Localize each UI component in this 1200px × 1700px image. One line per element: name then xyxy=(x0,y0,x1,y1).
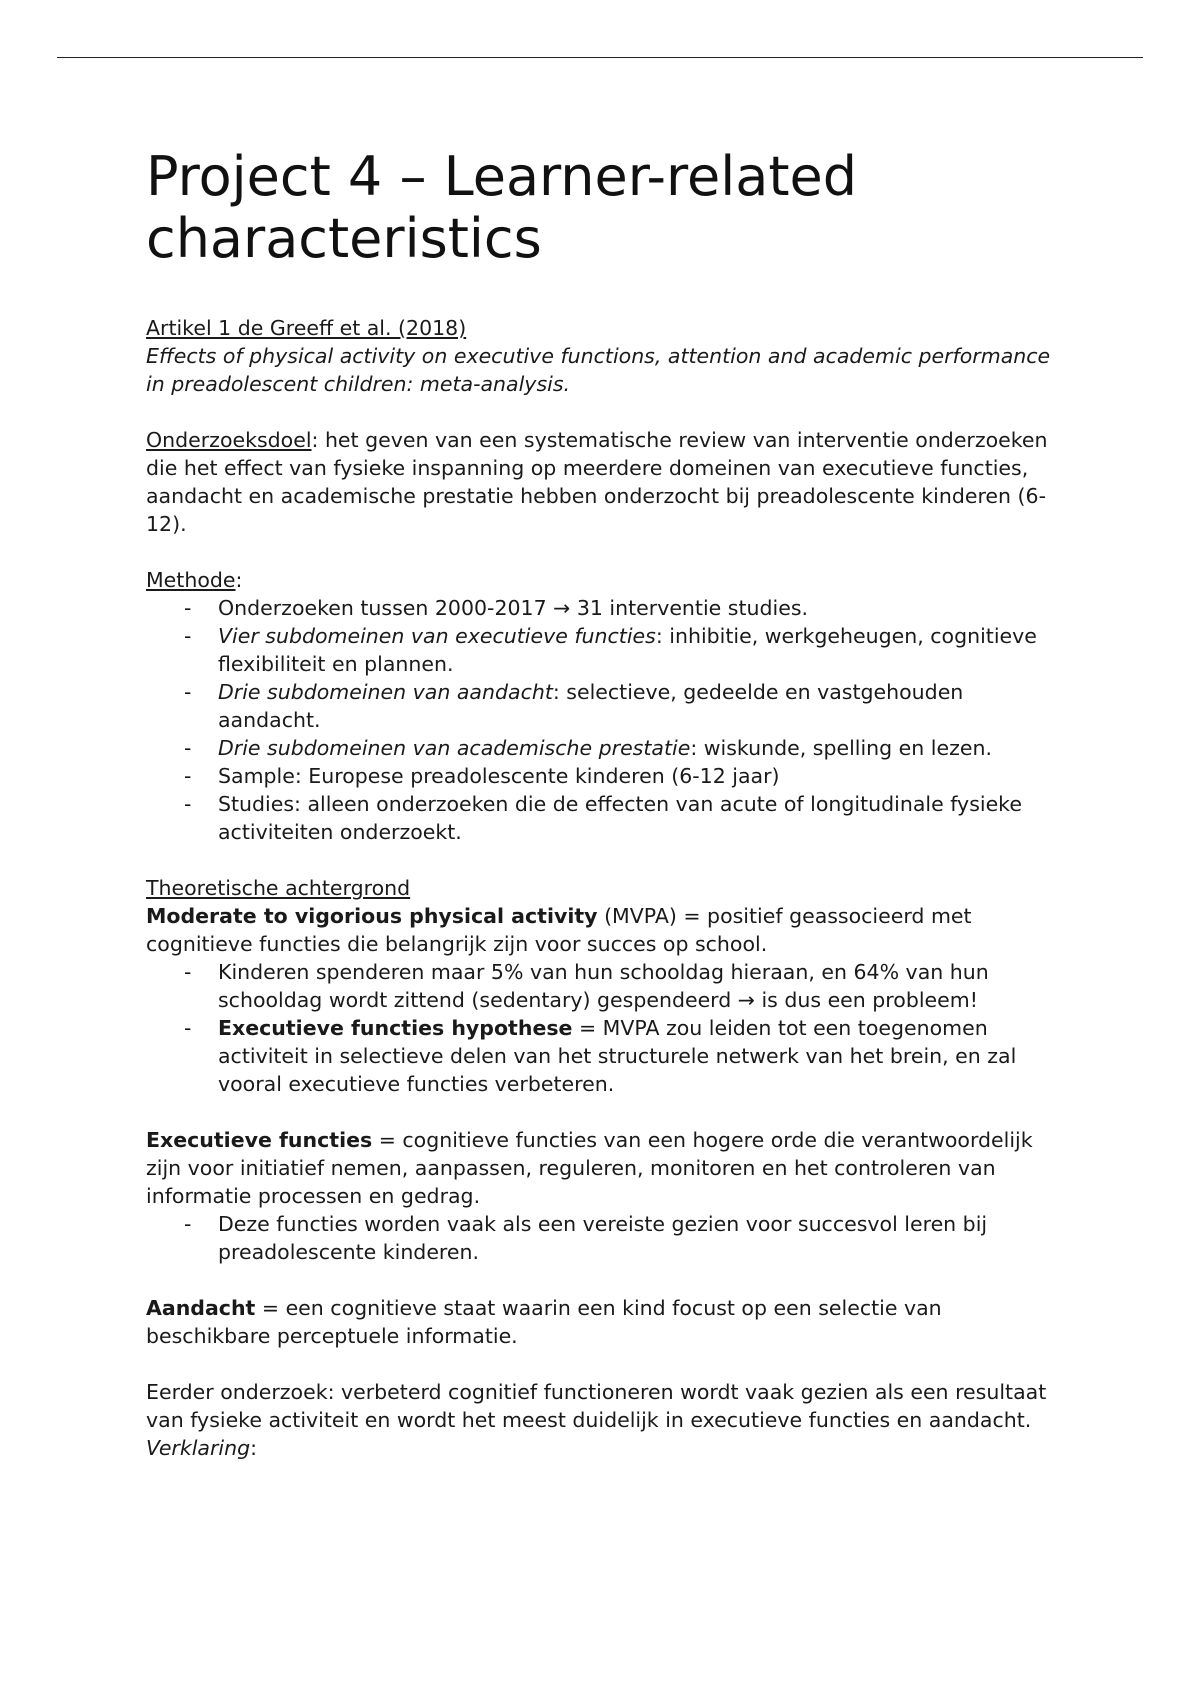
theory-label: Theoretische achtergrond xyxy=(146,876,411,900)
attention-paragraph: Aandacht = een cognitieve staat waarin een kind focust op een selectie van beschikbare perceptuele informatie. xyxy=(146,1296,942,1348)
ef-list xyxy=(146,1210,1066,1266)
aim-label: Onderzoeksdoel xyxy=(146,428,312,452)
document-page xyxy=(146,146,1066,1462)
list-item: - Kinderen spenderen maar 5% van hun schooldag hieraan, en 64% van hun schooldag wordt zittend (sedentary) gespendeerd → is dus een probleem! xyxy=(184,960,989,1012)
theory-heading xyxy=(146,874,1066,902)
list-item: - Drie subdomeinen van academische prestatie: wiskunde, spelling en lezen. xyxy=(184,736,992,760)
method-list xyxy=(146,594,1066,846)
theory-list xyxy=(146,958,1066,1098)
earlier-research-paragraph: Eerder onderzoek: verbeterd cognitief functioneren wordt vaak gezien als een resultaat van fysieke activiteit en wordt het meest duidelijk in executieve functies en aandacht. Verklaring: xyxy=(146,1380,1047,1460)
list-item: - Deze functies worden vaak als een vereiste gezien voor succesvol leren bij preadolescente kinderen. xyxy=(184,1212,988,1264)
list-item: - Onderzoeken tussen 2000-2017 → 31 interventie studies. xyxy=(184,596,809,620)
aim-paragraph xyxy=(146,426,1066,538)
mvpa-paragraph: Moderate to vigorious physical activity (MVPA) = positief geassocieerd met cognitieve functies die belangrijk zijn voor succes op school. xyxy=(146,904,972,956)
list-item: - Vier subdomeinen van executieve functies: inhibitie, werkgeheugen, cognitieve flexibiliteit en plannen. xyxy=(184,624,1037,676)
page-title: Project 4 – Learner-related characteristics xyxy=(146,145,857,270)
article-subtitle: Effects of physical activity on executive functions, attention and academic performance in preadolescent children: meta-analysis. xyxy=(146,344,1051,396)
list-item: - Sample: Europese preadolescente kinderen (6-12 jaar) xyxy=(184,764,780,788)
method-label: Methode xyxy=(146,568,236,592)
header-rule xyxy=(57,57,1143,58)
ef-paragraph: Executieve functies = cognitieve functies van een hogere orde die verantwoordelijk zijn voor initiatief nemen, aanpassen, reguleren, monitoren en het controleren van informatie processen en gedrag. xyxy=(146,1128,1033,1208)
aim-text: : het geven van een systematische review van interventie onderzoeken die het effect van fysieke inspanning op meerdere domeinen van executieve functies, aandacht en academische prestatie hebben onderzocht bij preadolescente kinderen (6-12). xyxy=(146,428,1048,536)
list-item: - Drie subdomeinen van aandacht: selectieve, gedeelde en vastgehouden aandacht. xyxy=(184,680,964,732)
list-item: - Executieve functies hypothese = MVPA zou leiden tot een toegenomen activiteit in selectieve delen van het structurele netwerk van het brein, en zal vooral executieve functies verbeteren. xyxy=(184,1016,1017,1096)
method-heading: Methode: xyxy=(146,568,243,592)
article-heading-text: Artikel 1 de Greeff et al. (2018) xyxy=(146,316,467,340)
document-body xyxy=(146,314,1066,1462)
article-heading xyxy=(146,314,1066,342)
list-item: - Studies: alleen onderzoeken die de effecten van acute of longitudinale fysieke activiteiten onderzoekt. xyxy=(184,792,1022,844)
